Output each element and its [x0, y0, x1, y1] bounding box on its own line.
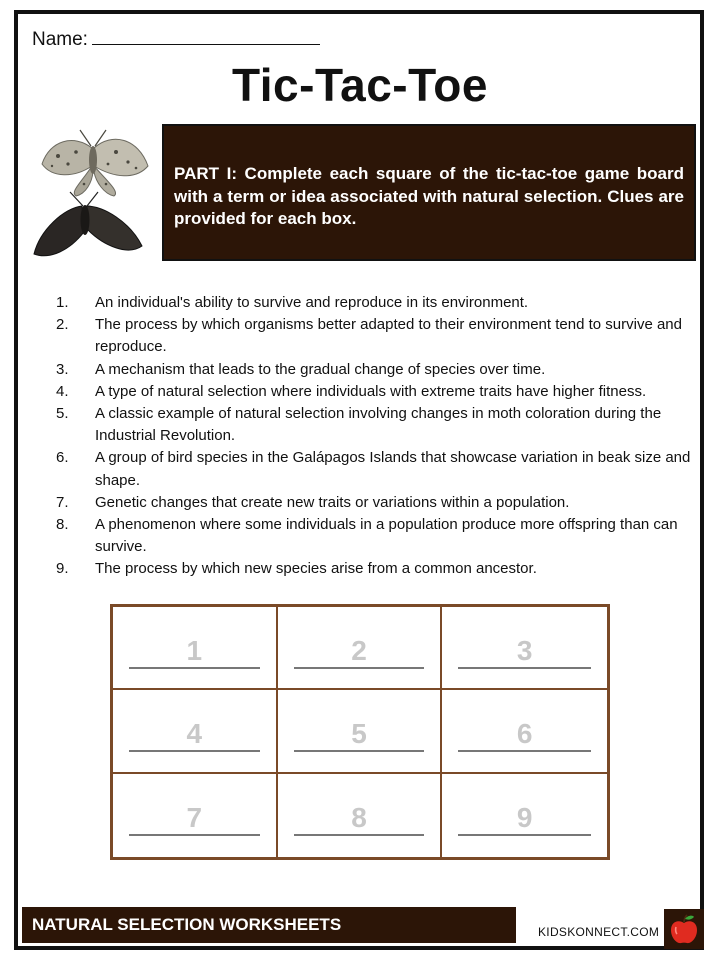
- cell-number: 1: [186, 635, 203, 666]
- answer-line[interactable]: [294, 834, 425, 836]
- cell-number: 2: [351, 635, 367, 666]
- board-cell-1[interactable]: [113, 607, 278, 690]
- answer-line[interactable]: [458, 834, 591, 836]
- clue-item: [56, 514, 696, 558]
- peppered-moth-light-icon: [42, 130, 148, 196]
- cell-number: 3: [516, 635, 533, 666]
- board-cell-5[interactable]: [278, 690, 443, 773]
- board-cell-4[interactable]: [113, 690, 278, 773]
- clue-item: [56, 292, 696, 314]
- cell-number: 6: [516, 718, 533, 750]
- board-cell-7[interactable]: [113, 774, 278, 857]
- cell-number: 7: [186, 801, 203, 833]
- clue-item: [56, 381, 696, 403]
- clue-number: 1.: [56, 294, 69, 311]
- clue-number: 7.: [56, 493, 69, 511]
- board-cell-8[interactable]: [278, 774, 443, 857]
- clue-item: [56, 492, 696, 514]
- instruction-text: PART I: Complete each square of the tic-tac-toe game board with a term or idea associated with natural selection. Clues are provided for each box.: [174, 164, 684, 228]
- cell-number: 8: [351, 801, 367, 833]
- footer-title-bar: [22, 907, 516, 943]
- clue-text: Genetic changes that create new traits or variations within a population.: [95, 493, 570, 511]
- clue-number: 8.: [56, 516, 69, 534]
- clue-number: 3.: [56, 360, 69, 378]
- clue-item: [56, 359, 696, 381]
- clue-item: [56, 558, 696, 580]
- tic-tac-toe-board: [110, 604, 610, 860]
- clue-text: A phenomenon where some individuals in a population produce more offspring than can survive.: [95, 516, 678, 556]
- footer-site: KIDSKONNECT.COM: [538, 925, 660, 939]
- clue-list: [56, 292, 696, 581]
- moths-image: [30, 122, 155, 264]
- apple-logo-icon: [664, 909, 704, 949]
- board-cell-6[interactable]: [442, 690, 607, 773]
- clue-text: A type of natural selection where individuals with extreme traits have higher fitness.: [95, 382, 647, 400]
- clue-number: 2.: [56, 316, 69, 334]
- answer-line[interactable]: [129, 667, 260, 669]
- clue-text: A classic example of natural selection involving changes in moth coloration during the Industrial Revolution.: [95, 405, 662, 445]
- answer-line[interactable]: [294, 667, 425, 669]
- clue-number: 9.: [56, 560, 69, 578]
- clue-text: The process by which new species arise from a common ancestor.: [95, 560, 537, 578]
- clue-number: 4.: [56, 382, 69, 400]
- cell-number: 4: [186, 718, 203, 750]
- board-cell-2[interactable]: [278, 607, 443, 690]
- apple-logo-box: [664, 909, 704, 949]
- clue-text: A group of bird species in the Galápagos Islands that showcase variation in beak size and shape.: [95, 449, 691, 489]
- instruction-box: [162, 124, 696, 261]
- footer-title: NATURAL SELECTION WORKSHEETS: [32, 915, 342, 934]
- clue-text: The process by which organisms better adapted to their environment tend to survive and reproduce.: [95, 316, 682, 356]
- board-cell-9[interactable]: [442, 774, 607, 857]
- clue-number: 5.: [56, 405, 69, 423]
- answer-line[interactable]: [129, 834, 260, 836]
- cell-number: 5: [351, 718, 367, 750]
- cell-number: 9: [516, 801, 533, 833]
- clue-number: 6.: [56, 449, 69, 467]
- peppered-moth-dark-icon: [34, 192, 142, 256]
- page-title: Tic-Tac-Toe: [232, 59, 488, 111]
- answer-line[interactable]: [129, 750, 260, 752]
- board-cell-3[interactable]: [442, 607, 607, 690]
- answer-line[interactable]: [458, 750, 591, 752]
- clue-text: A mechanism that leads to the gradual change of species over time.: [95, 360, 546, 378]
- clue-item: [56, 403, 696, 447]
- clue-item: [56, 314, 696, 358]
- answer-line[interactable]: [294, 750, 425, 752]
- name-blank-line[interactable]: [92, 26, 320, 45]
- clue-item: [56, 447, 696, 491]
- name-label: Name:: [32, 29, 88, 50]
- answer-line[interactable]: [458, 667, 591, 669]
- clue-text: An individual's ability to survive and reproduce in its environment.: [95, 294, 529, 311]
- name-field[interactable]: [32, 26, 320, 51]
